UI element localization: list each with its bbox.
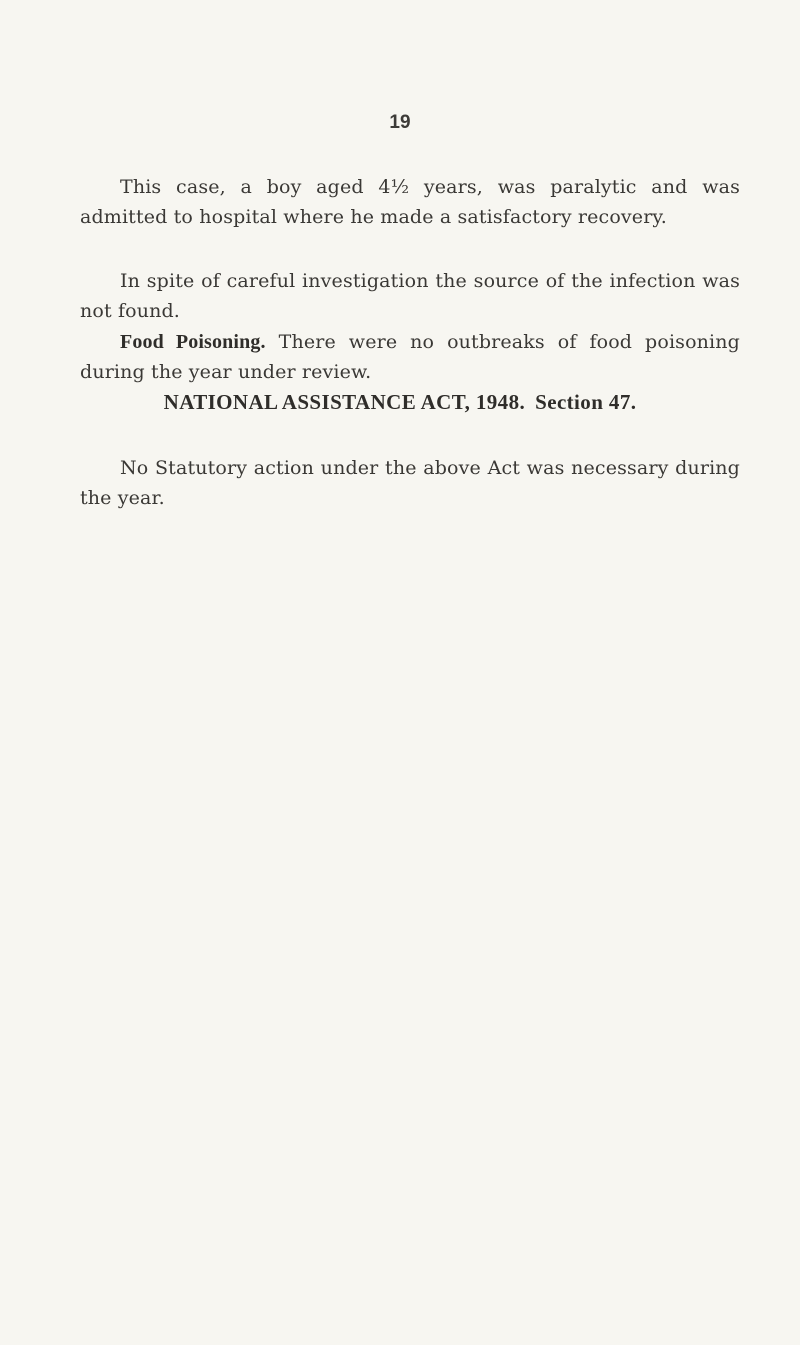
paragraph-investigation bbox=[80, 266, 740, 326]
paragraph-case-description bbox=[80, 172, 740, 232]
run-in-heading: Food Poisoning. bbox=[120, 331, 266, 353]
section-heading bbox=[0, 390, 800, 415]
section-subtitle: Section 47. bbox=[535, 390, 637, 414]
paragraph-statutory-action bbox=[80, 453, 740, 513]
paragraph-text: This case, a boy aged 4½ years, was paralytic and was admitted to hospital where he made a satisfactory recovery. bbox=[80, 176, 740, 228]
paragraph-food-poisoning bbox=[80, 327, 740, 387]
page-number: 19 bbox=[389, 112, 411, 133]
section-title: NATIONAL ASSISTANCE ACT, 1948. bbox=[163, 390, 526, 414]
paragraph-text: There were no outbreaks of food poisoning during the year under review. bbox=[80, 331, 740, 383]
paragraph-text: No Statutory action under the above Act was necessary during the year. bbox=[80, 457, 740, 509]
paragraph-text: In spite of careful investigation the source of the infection was not found. bbox=[80, 270, 740, 322]
